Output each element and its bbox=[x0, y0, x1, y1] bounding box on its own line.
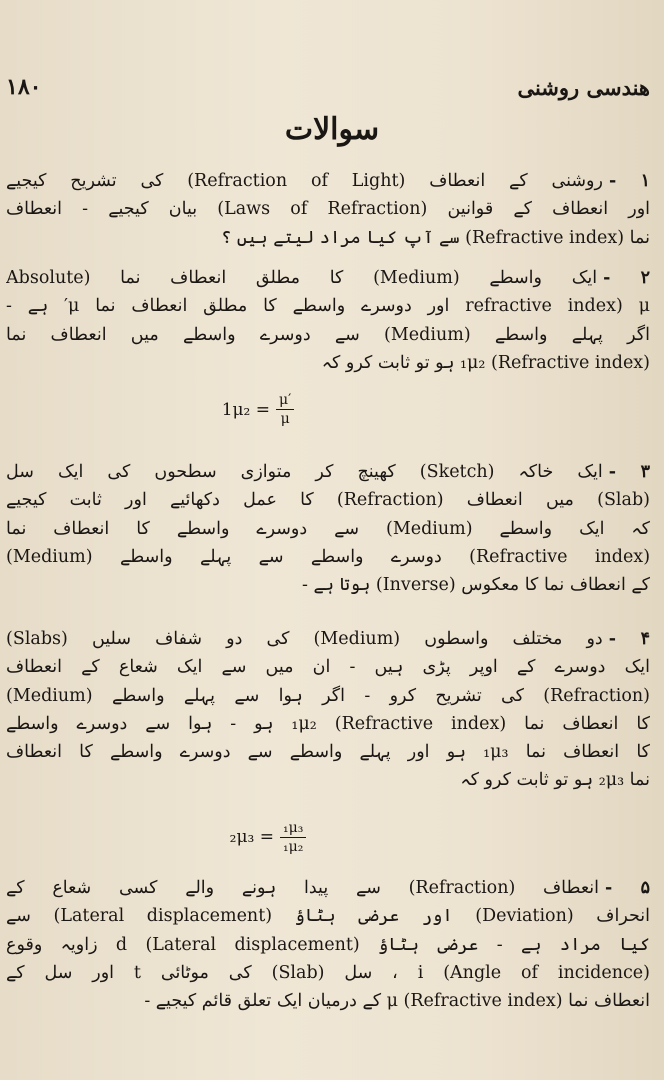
text-line: (Refractive index) ₁μ₂ ہو تو ثابت کرو کہ bbox=[321, 352, 650, 373]
text-line: نما (Refractive index) سے آپ کیا مراد لیتے ہیں ؟ bbox=[221, 227, 650, 248]
question-5 bbox=[6, 874, 650, 1015]
text-line: کیا مراد ہے - عرضی ہٹاؤ (Lateral displacement) d زاویہ وقوع bbox=[6, 934, 650, 955]
question-1 bbox=[6, 167, 650, 252]
text-line: اگر پہلے واسطے (Medium) سے دوسرے واسطے میں انعطاف نما bbox=[6, 324, 650, 345]
text-line bbox=[6, 458, 650, 486]
equation-fraction bbox=[280, 819, 306, 856]
text-line bbox=[6, 264, 650, 292]
text-line bbox=[6, 167, 650, 195]
line-text: ایک خاکہ (Sketch) کھینچ کر متوازی سطحوں کی ایک سل bbox=[6, 462, 603, 482]
line-text: روشنی کے انعطاف (Refraction of Light) کی تشریح کیجیے bbox=[6, 171, 603, 191]
text-line: انعطاف نما (Refractive index) μ کے درمیان ایک تعلق قائم کیجیے - bbox=[144, 991, 650, 1012]
equation-fraction bbox=[276, 391, 294, 428]
question-4 bbox=[6, 625, 650, 856]
text-line bbox=[6, 874, 650, 902]
text-line: (Angle of incidence) i ، سل (Slab) کی موٹائی t اور سل کے bbox=[6, 962, 650, 983]
question-number: ۵ - bbox=[605, 878, 650, 898]
equation bbox=[6, 819, 530, 856]
chapter-title: هندسی روشنی bbox=[517, 74, 650, 100]
text-line: کے انعطاف نما کا معکوس (Inverse) ہوتا ہے - bbox=[302, 575, 650, 596]
question-number: ۴ - bbox=[608, 629, 650, 649]
question-2 bbox=[6, 264, 650, 428]
text-line: (Slab) میں انعطاف (Refraction) کا عمل دکھائیے اور ثابت کیجیے bbox=[6, 490, 650, 511]
text-line: refractive index) μ اور دوسرے واسطے کا مطلق انعطاف نما μ′ ہے - bbox=[6, 296, 650, 317]
line-text: ایک واسطے (Medium) کا مطلق انعطاف نما (Absolute bbox=[6, 268, 598, 288]
text-line: انحراف (Deviation) اور عرضی ہٹاؤ (Lateral displacement) سے bbox=[6, 906, 650, 927]
line-text: دو مختلف واسطوں (Medium) کی دو شفاف سلیں (Slabs) bbox=[6, 629, 603, 649]
text-line: (Refraction) کی تشریح کرو - اگر ہوا سے پہلے واسطے (Medium) bbox=[6, 685, 650, 706]
text-line: کا انعطاف نما (Refractive index) ₁μ₂ ہو - ہوا سے دوسرے واسطے bbox=[6, 713, 650, 734]
equation bbox=[6, 391, 510, 428]
question-number: ۲ - bbox=[603, 268, 650, 288]
text-line bbox=[6, 625, 650, 653]
text-line: کہ ایک واسطے (Medium) سے دوسرے واسطے کا انعطاف نما bbox=[6, 518, 650, 539]
page-number: ۱۸۰ bbox=[6, 74, 42, 100]
text-line: کا انعطاف نما ₁μ₃ ہو اور پہلے واسطے سے دوسرے واسطے کا انعطاف bbox=[6, 742, 650, 763]
question-number: ۱ - bbox=[608, 171, 650, 191]
fraction-denominator: μ bbox=[280, 411, 290, 428]
text-line: ایک دوسرے کے اوپر پڑی ہیں - ان میں سے ایک شعاع کے انعطاف bbox=[6, 657, 650, 678]
line-text: انعطاف (Refraction) سے پیدا ہونے والے کسی شعاع کے bbox=[6, 878, 600, 898]
running-head bbox=[6, 70, 650, 104]
fraction-numerator: ₁μ₃ bbox=[280, 819, 306, 838]
equation-lhs: ₂μ₃ = bbox=[229, 827, 274, 848]
text-line: اور انعطاف کے قوانین (Laws of Refraction) بیان کیجیے - انعطاف bbox=[6, 199, 650, 220]
text-line: (Refractive index) دوسرے واسطے سے پہلے واسطے (Medium) bbox=[6, 546, 650, 567]
question-3 bbox=[6, 458, 650, 599]
text-line: نما ₂μ₃ ہو تو ثابت کرو کہ bbox=[460, 770, 650, 791]
fraction-denominator: ₁μ₂ bbox=[283, 838, 304, 855]
question-number: ۳ - bbox=[608, 462, 650, 482]
fraction-numerator: μ′ bbox=[276, 391, 294, 410]
section-heading: سوالات bbox=[284, 112, 380, 147]
equation-lhs: 1μ₂ = bbox=[221, 399, 271, 420]
